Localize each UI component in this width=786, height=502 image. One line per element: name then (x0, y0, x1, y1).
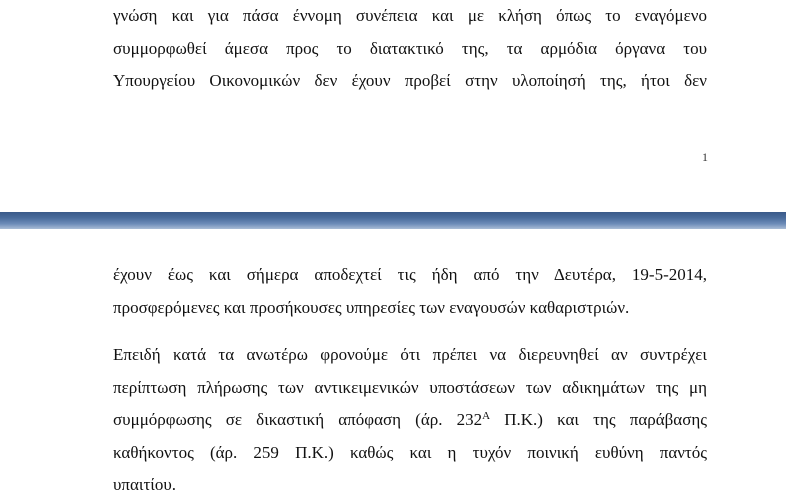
text-line: καθήκοντος (άρ. 259 Π.Κ.) καθώς και η τυχόν ποινική ευθύνη παντός (113, 442, 707, 462)
text-line-with-superscript (113, 404, 707, 437)
text-fragment: Π.Κ.) και της παράβασης (490, 410, 707, 429)
text-line: γνώση και για πάσα έννομη συνέπεια και με κλήση όπως το εναγόμενο (113, 6, 707, 25)
paragraph-continued (113, 0, 707, 98)
text-line: Επειδή κατά τα ανωτέρω φρονούμε ότι πρέπει να διερευνηθεί αν συντρέχει (113, 345, 707, 364)
text-line: συμμορφωθεί άμεσα προς το διατακτικό της, τα αρμόδια όργανα του (113, 38, 707, 58)
text-line: υπαιτίου. (113, 475, 177, 494)
paragraph-1 (113, 259, 707, 324)
text-fragment: συμμόρφωσης σε δικαστική απόφαση (άρ. 232 (113, 410, 483, 429)
text-line: έχουν έως και σήμερα αποδεχτεί τις ήδη από την Δευτέρα, 19-5-2014, (113, 265, 707, 284)
text-line: προσφερόμενες και προσήκουσες υπηρεσίες των εναγουσών καθαριστριών. (113, 297, 630, 317)
text-line: περίπτωση πλήρωσης των αντικειμενικών υποστάσεων των αδικημάτων της μη (113, 377, 707, 397)
document-page-1 (0, 0, 786, 212)
paragraph-2 (113, 339, 707, 502)
page-break-separator (0, 212, 786, 229)
text-line: Υπουργείου Οικονομικών δεν έχουν προβεί στην υλοποίησή της, ήτοι δεν (113, 71, 707, 90)
document-page-2 (0, 229, 786, 502)
superscript: Α (482, 410, 491, 422)
page-number: 1 (702, 150, 708, 164)
